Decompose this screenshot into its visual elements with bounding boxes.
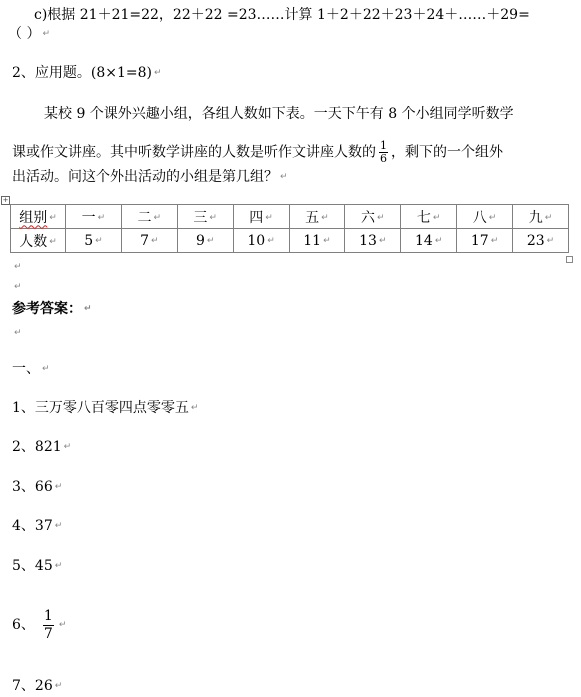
table-cell: 7 ↵ [121,229,177,253]
table-cell: 14 ↵ [401,229,457,253]
question-c-blank: （ ） [8,26,41,42]
table-cell: 六 ↵ [345,205,401,229]
table-cell: 七 ↵ [401,205,457,229]
table-cell: 八 ↵ [457,205,513,229]
table-cell: 人数 ↵ [11,229,66,253]
table-row [11,229,569,253]
paragraph-mark-icon: ↵ [280,172,288,182]
problem-line-1-text: 某校 9 个课外兴趣小组，各组人数如下表。一天下午有 8 个小组同学听数学 [44,106,514,122]
table-cell: 二 ↵ [121,205,177,229]
table-cell: 组别 ↵ [11,205,66,229]
paragraph-mark-icon: ↵ [14,282,22,292]
answer-6-fraction [43,608,54,643]
paragraph-mark-icon: ↵ [54,681,63,691]
table-cell: 11 ↵ [289,229,345,253]
answer-3 [12,478,62,496]
table-cell: 9 ↵ [177,229,233,253]
table-cell: 九 ↵ [513,205,569,229]
table-cell: 一 ↵ [66,205,122,229]
table-cell: 13 ↵ [345,229,401,253]
fraction-denominator: 6 [380,152,387,165]
answer-6-label: 6、 [12,617,35,633]
paragraph-mark-icon: ↵ [58,620,67,630]
fraction-denominator: 7 [43,625,53,642]
problem-line-2-after: ，剩下的一个组外 [391,144,503,161]
problem-line-2 [12,140,503,165]
table-cell: 23 ↵ [513,229,569,253]
fraction-numerator: 1 [380,139,387,152]
answer-4 [12,517,62,535]
cell-mark-icon: ↵ [49,212,57,223]
empty-paragraph [12,258,22,276]
answer-4-text: 4、37 [12,518,53,534]
table-cell: 17 ↵ [457,229,513,253]
table-cell: 三 ↵ [177,205,233,229]
paragraph-mark-icon: ↵ [54,521,63,531]
problem-line-1 [44,105,514,123]
paragraph-mark-icon: ↵ [63,442,72,452]
paragraph-mark-icon: ↵ [154,68,162,78]
table-cell: 10 ↵ [233,229,289,253]
answer-5 [12,557,62,575]
answer-5-text: 5、45 [12,558,53,574]
question-c-text: c)根据 21＋21=22，22＋22 =23……计算 1＋2＋22＋23＋24＋……＋29= [34,7,530,23]
paragraph-mark-icon: ↵ [42,364,50,374]
answer-2-text: 2、821 [12,439,62,455]
paragraph-mark-icon: ↵ [42,29,50,39]
answer-7-text: 7、26 [12,678,53,694]
answers-title-text: 参考答案： [12,301,82,317]
paragraph-mark-icon: ↵ [54,561,63,571]
problem-line-3-text: 出活动。问这个外出活动的小组是第几组？ [12,169,278,185]
table-move-handle-icon[interactable]: + [2,196,9,204]
section-1-title-text: 一、 [12,361,40,377]
paragraph-mark-icon: ↵ [14,262,22,272]
answers-title [12,300,92,318]
question-c-line-1 [34,6,530,24]
paragraph-mark-icon: ↵ [190,403,199,413]
table-cell: 5 ↵ [66,229,122,253]
answer-7 [12,677,62,695]
question-c-line-2 [8,25,50,43]
table-row [11,205,569,229]
section-2-title [12,64,162,82]
answer-1 [12,399,198,417]
answer-6 [12,606,66,644]
problem-line-2-before: 课或作文讲座。其中听数学讲座的人数是听作文讲座人数的 [12,144,376,161]
problem-line-3 [12,168,288,186]
answer-3-text: 3、66 [12,479,53,495]
section-2-title-text: 2、应用题。(8×1=8) [12,65,153,81]
answer-1-text: 1、三万零八百零四点零零五 [12,400,189,416]
empty-paragraph [12,324,22,342]
section-1-title [12,360,50,378]
table-resize-handle-icon[interactable] [566,256,573,263]
paragraph-mark-icon: ↵ [14,328,22,338]
fraction-numerator: 1 [43,607,53,624]
table-cell: 四 ↵ [233,205,289,229]
answer-2 [12,438,71,456]
group-count-table [10,204,569,253]
problem-fraction [379,140,388,165]
table-cell: 五 ↵ [289,205,345,229]
paragraph-mark-icon: ↵ [84,304,92,314]
empty-paragraph [12,278,22,296]
paragraph-mark-icon: ↵ [54,482,63,492]
